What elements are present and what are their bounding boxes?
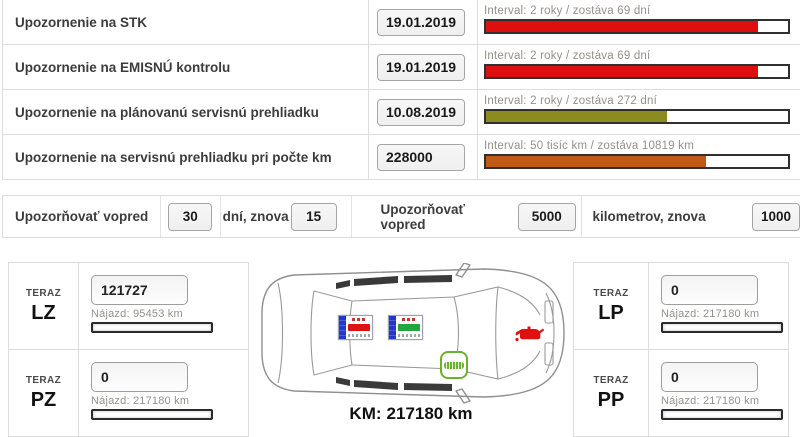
stk-sticker-color-bar — [348, 324, 370, 331]
ek-sticker-blue-strip — [389, 316, 396, 339]
tire-content — [79, 263, 248, 349]
tire-now-label: TERAZ — [593, 287, 629, 299]
reminder-row-servis-datum — [2, 90, 800, 135]
reminder-row-stk — [2, 0, 800, 45]
tire-cell-lp — [574, 263, 788, 350]
stk-sticker-code-line — [348, 334, 370, 337]
tire-mileage-text: Nájazd: 217180 km — [661, 308, 760, 320]
reminder-date-cell — [369, 90, 478, 134]
tire-cell-pp — [574, 350, 788, 436]
emisna-date-input[interactable] — [377, 54, 465, 81]
tires-left-box — [8, 262, 249, 437]
ek-sticker-text-line — [402, 318, 415, 321]
ek-sticker-code-line — [398, 334, 420, 337]
reminder-interval-cell — [478, 0, 800, 44]
km-label: KM: — [349, 404, 382, 423]
reminder-label: Upozornenie na STK — [3, 0, 369, 44]
reminder-label: Upozornenie na EMISNÚ kontrolu — [3, 45, 369, 89]
reminder-row-servis-km — [2, 135, 800, 180]
interval-progress-bar — [484, 109, 790, 124]
notify-days-unit: dní, znova — [222, 209, 289, 224]
notify-km-before-cell — [512, 196, 582, 237]
interval-text: Interval: 2 roky / zostáva 272 dní — [484, 95, 657, 107]
reminders-table — [2, 0, 800, 180]
interval-text: Interval: 50 tisíc km / zostáva 10819 km — [484, 140, 694, 152]
stk-sticker — [338, 315, 373, 340]
stk-date-input[interactable] — [377, 9, 465, 36]
interval-text: Interval: 2 roky / zostáva 69 dní — [484, 5, 651, 17]
tire-lz-input[interactable] — [91, 275, 188, 305]
interval-progress-bar — [484, 154, 790, 169]
ek-sticker-color-bar — [398, 324, 420, 331]
notify-km-again-cell — [716, 196, 800, 237]
tire-label-col — [574, 350, 649, 436]
notify-km-before-input[interactable] — [518, 203, 576, 231]
reminder-interval-cell — [478, 45, 800, 89]
tire-content — [79, 350, 248, 436]
tire-now-label: TERAZ — [25, 287, 62, 299]
tire-wear-bar — [91, 409, 213, 420]
tire-code: PZ — [30, 388, 57, 411]
tire-label-col — [9, 263, 79, 349]
tire-mileage-text: Nájazd: 217180 km — [661, 395, 760, 407]
tires-right-box — [573, 262, 789, 437]
tire-code: LP — [598, 301, 624, 324]
notify-km-label: Upozorňovať vopred — [380, 201, 465, 232]
ek-sticker-body — [396, 316, 422, 339]
tire-wear-bar — [91, 322, 213, 333]
service-sticker-icon — [440, 351, 468, 379]
reminder-interval-cell — [478, 90, 800, 134]
tire-pz-input[interactable] — [91, 362, 188, 392]
tire-wear-bar — [661, 322, 783, 333]
tire-content — [649, 350, 788, 436]
total-km-line — [250, 404, 572, 424]
reminder-date-cell — [369, 135, 478, 179]
reminder-date-cell — [369, 45, 478, 89]
km-value: 217180 km — [386, 404, 473, 423]
tire-content — [649, 263, 788, 349]
ek-sticker — [388, 315, 423, 340]
reminder-label: Upozornenie na plánovanú servisnú prehliadku — [3, 90, 369, 134]
notify-km-again-input[interactable] — [752, 203, 800, 231]
oil-can-icon — [514, 323, 546, 345]
notify-km-unit: kilometrov, znova — [592, 209, 706, 224]
interval-progress-bar — [484, 19, 790, 34]
tire-pp-input[interactable] — [661, 362, 758, 392]
interval-progress-fill — [486, 111, 667, 122]
service-sticker-band — [444, 362, 464, 369]
car-top-view — [250, 263, 572, 404]
tire-label-col — [9, 350, 79, 436]
stk-sticker-blue-strip — [339, 316, 346, 339]
notify-settings-bar — [2, 195, 800, 238]
tire-now-label: TERAZ — [25, 374, 62, 386]
reminder-row-emisna — [2, 45, 800, 90]
tire-lp-input[interactable] — [661, 275, 758, 305]
reminder-label: Upozornenie na servisnú prehliadku pri počte km — [3, 135, 369, 179]
tire-label-col — [574, 263, 649, 349]
reminder-date-cell — [369, 0, 478, 44]
tire-mileage-text: Nájazd: 95453 km — [91, 308, 183, 320]
reminder-interval-cell — [478, 135, 800, 179]
notify-days-before-cell — [161, 196, 221, 237]
tire-wear-bar — [661, 409, 783, 420]
servis-km-input[interactable] — [377, 144, 465, 171]
tire-code: LZ — [31, 301, 56, 324]
stk-sticker-body — [346, 316, 372, 339]
tire-cell-pz — [9, 350, 248, 436]
interval-text: Interval: 2 roky / zostáva 69 dní — [484, 50, 651, 62]
interval-progress-fill — [486, 21, 758, 32]
interval-progress-bar — [484, 64, 790, 79]
servis-date-input[interactable] — [377, 99, 465, 126]
tire-cell-lz — [9, 263, 248, 350]
interval-progress-fill — [486, 156, 706, 167]
notify-days-label: Upozorňovať vopred — [3, 196, 161, 237]
interval-progress-fill — [486, 66, 758, 77]
notify-days-again-input[interactable] — [291, 203, 337, 231]
tire-mileage-text: Nájazd: 217180 km — [91, 395, 190, 407]
notify-days-before-input[interactable] — [168, 203, 212, 231]
notify-days-again-cell — [291, 196, 353, 237]
stk-sticker-text-line — [352, 318, 365, 321]
tire-now-label: TERAZ — [593, 374, 629, 386]
tire-code: PP — [597, 388, 625, 411]
